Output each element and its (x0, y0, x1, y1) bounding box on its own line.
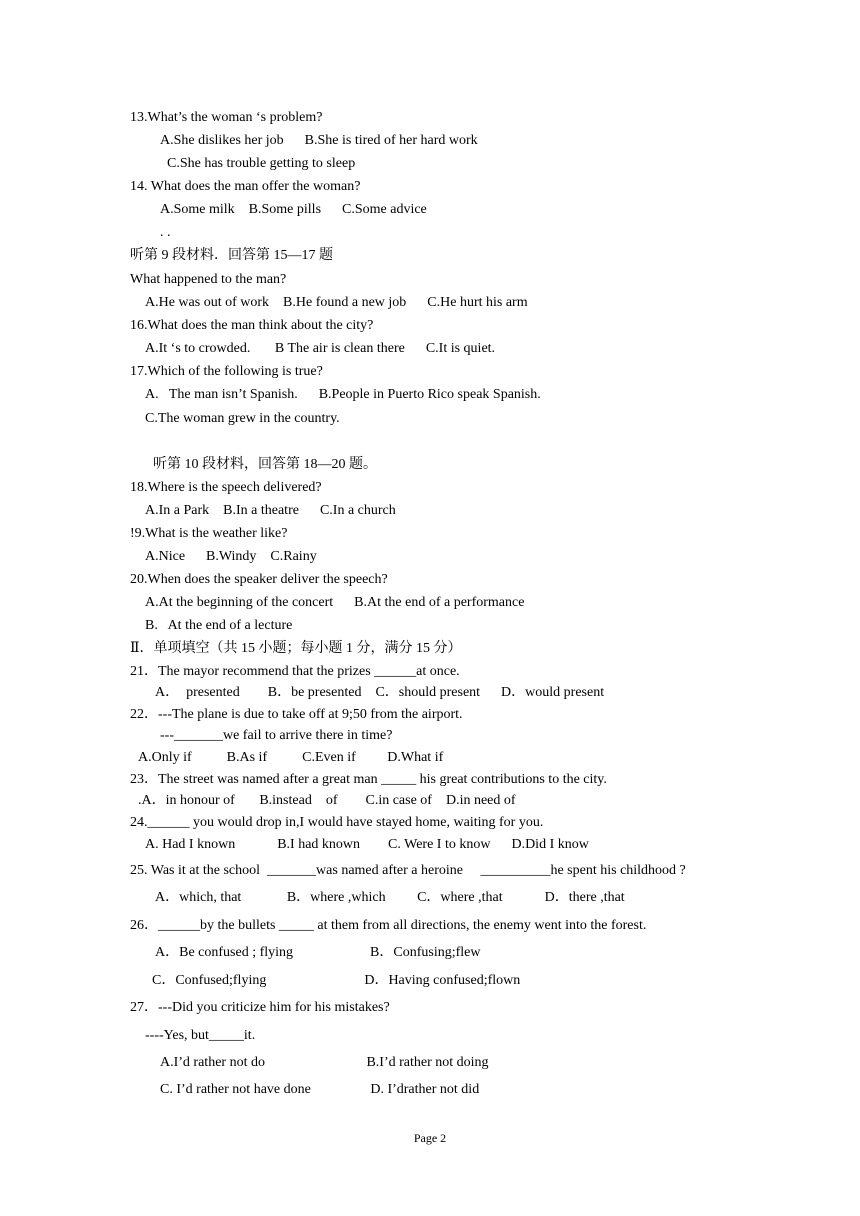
question-22-line2: ---_______we fail to arrive there in time? (160, 728, 393, 743)
options-20-ab: A.At the beginning of the concert B.At the end of a performance (145, 595, 525, 610)
options-14: A.Some milk B.Some pills C.Some advice (160, 202, 427, 217)
options-17-c: C.The woman grew in the country. (145, 411, 340, 426)
options-15: A.He was out of work B.He found a new job C.He hurt his arm (145, 295, 528, 310)
question-25: 25. Was it at the school _______was named after a heroine __________he spent his childhood ? (130, 863, 686, 878)
question-20: 20.When does the speaker deliver the speech? (130, 572, 388, 587)
options-20-c: B. At the end of a lecture (145, 618, 293, 633)
options-27-ab: A.I’d rather not do B.I’d rather not doing (160, 1055, 489, 1070)
options-19: A.Nice B.Windy C.Rainy (145, 549, 317, 564)
options-26-ab: A．Be confused ; flying B．Confusing;flew (155, 945, 481, 960)
stray-dots: . . (160, 225, 171, 240)
question-27: 27．---Did you criticize him for his mistakes? (130, 1000, 390, 1015)
options-18: A.In a Park B.In a theatre C.In a church (145, 503, 396, 518)
section-heading-9: 听第 9 段材料．回答第 15—17 题 (130, 248, 333, 263)
options-16: A.It ‘s to crowded. B The air is clean there C.It is quiet. (145, 341, 496, 356)
question-23: 23．The street was named after a great man _____ his great contributions to the city. (130, 772, 607, 787)
question-13: 13.What’s the woman ‘s problem? (130, 110, 323, 125)
section-heading-II: Ⅱ．单项填空（共 15 小题；每小题 1 分，满分 15 分） (130, 641, 462, 656)
section-heading-10: 听第 10 段材料，回答第 18—20 题。 (153, 457, 377, 472)
options-25: A．which, that B．where ,which C．where ,that D．there ,that (155, 890, 625, 905)
options-13-c: C.She has trouble getting to sleep (167, 156, 356, 171)
options-23: .A．in honour of B.instead of C.in case of D.in need of (138, 793, 516, 808)
options-24: A. Had I known B.I had known C. Were I to know D.Did I know (145, 837, 589, 852)
question-26: 26．______by the bullets _____ at them from all directions, the enemy went into the forest. (130, 918, 647, 933)
question-21: 21．The mayor recommend that the prizes ______at once. (130, 664, 460, 679)
question-22: 22．---The plane is due to take off at 9;50 from the airport. (130, 707, 463, 722)
question-18: 18.Where is the speech delivered? (130, 480, 322, 495)
options-27-cd: C. I’d rather not have done D. I’drather not did (160, 1082, 480, 1097)
options-17-ab: A. The man isn’t Spanish. B.People in Puerto Rico speak Spanish. (145, 387, 541, 402)
question-14: 14. What does the man offer the woman? (130, 179, 361, 194)
question-16: 16.What does the man think about the city? (130, 318, 374, 333)
question-15: What happened to the man? (130, 272, 287, 287)
options-22: A.Only if B.As if C.Even if D.What if (138, 750, 444, 765)
options-21: A． presented B．be presented C．should present D．would present (155, 685, 605, 700)
page-number: Page 2 (413, 1131, 447, 1145)
question-27-line2: ----Yes, but_____it. (145, 1028, 256, 1043)
options-13-ab: A.She dislikes her job B.She is tired of her hard work (160, 133, 478, 148)
question-24: 24.______ you would drop in,I would have stayed home, waiting for you. (130, 815, 544, 830)
question-19: !9.What is the weather like? (130, 526, 288, 541)
options-26-cd: C．Confused;flying D．Having confused;flown (152, 973, 521, 988)
question-17: 17.Which of the following is true? (130, 364, 323, 379)
